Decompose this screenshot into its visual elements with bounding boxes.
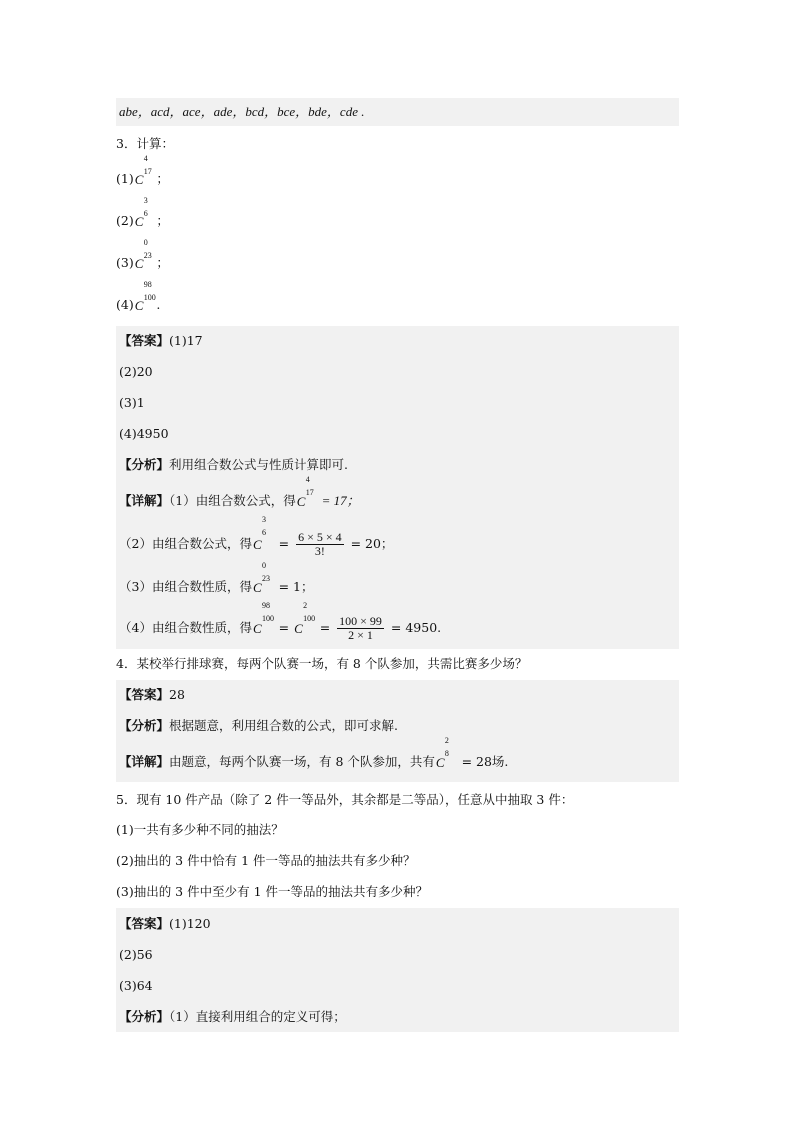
detail-label: 【详解】 — [119, 754, 170, 769]
question-3-item-3: (3)C 0 23 ； — [116, 244, 676, 282]
combinations-text: abe，acd，ace，ade，bcd，bce，bde，cde . — [119, 104, 365, 119]
analysis-label: 【分析】 — [119, 457, 170, 472]
question-4-analysis: 【分析】根据题意，利用组合数的公式，即可求解. — [116, 710, 679, 742]
question-3-answer-2: (2)20 — [116, 356, 679, 387]
detail-label: 【详解】 — [119, 493, 170, 508]
question-3-item-4: (4)C 98 100 . — [116, 286, 676, 324]
item-prefix: (4) — [116, 297, 134, 312]
combination-symbol: C 4 17 — [296, 474, 314, 509]
answer-label: 【答案】 — [119, 333, 170, 348]
item-prefix: (3) — [116, 255, 134, 270]
question-3-answer-3: (3)1 — [116, 387, 679, 418]
question-3-detail-3: （3）由组合数性质，得C 0 23 = 1； — [116, 567, 679, 607]
combination-symbol: C 4 17 — [134, 153, 152, 187]
combination-symbol: C 98 100 — [134, 279, 156, 313]
combination-symbol: C 0 23 — [134, 237, 152, 271]
analysis-label: 【分析】 — [119, 718, 170, 733]
combination-symbol: C 2 100 — [294, 600, 316, 636]
combination-symbol: C 0 23 — [252, 560, 270, 595]
question-3-detail-4: （4）由组合数性质，得C 98 100 = C 2 100 = $\frac{100 \times 99}{2 \times 1}$ = 4950. — [116, 607, 679, 649]
combination-symbol: C 3 6 — [252, 514, 266, 552]
question-3-item-2: (2)C 3 6 ； — [116, 202, 676, 240]
question-5-answer-2: (2)56 — [116, 939, 679, 970]
question-4-detail: 【详解】由题意，每两个队赛一场，有 8 个队参加，共有C 2 8 = 28场. — [116, 742, 679, 782]
question-3-answer: 【答案】(1)17 — [116, 326, 679, 356]
item-prefix: (2) — [116, 213, 134, 228]
question-5-sub-1: (1)一共有多少种不同的抽法？ — [116, 822, 284, 837]
question-4-answer: 【答案】28 — [116, 680, 679, 710]
question-5-answer: 【答案】(1)120 — [116, 908, 679, 939]
question-3-title: 3．计算： — [116, 136, 174, 151]
question-5-answer-3: (3)64 — [116, 970, 679, 1001]
fraction: $\frac{100 \times 99}{2 \times 1}$ — [339, 614, 382, 642]
item-prefix: (1) — [116, 171, 134, 186]
answer-label: 【答案】 — [119, 687, 170, 702]
question-5-sub-3: (3)抽出的 3 件中至少有 1 件一等品的抽法共有多少种？ — [116, 884, 429, 899]
question-4-title: 4．某校举行排球赛，每两个队赛一场，有 8 个队参加，共需比赛多少场？ — [116, 656, 528, 671]
fraction: $\frac{6 \times 5 \times 4}{3!}$ — [298, 530, 342, 558]
answer-label: 【答案】 — [119, 916, 170, 931]
question-3-analysis: 【分析】利用组合数公式与性质计算即可. — [116, 449, 679, 481]
combination-symbol: C 98 100 — [252, 600, 274, 636]
analysis-label: 【分析】 — [119, 1009, 170, 1024]
question-3-detail-2: （2）由组合数公式，得C 3 6 = $\frac{6 \times 5 \times 4}{3!}$ = 20； — [116, 521, 679, 567]
question-5-title: 5．现有 10 件产品（除了 2 件一等品外，其余都是二等品），任意从中抽取 3 件： — [116, 792, 574, 807]
combination-symbol: C 2 8 — [435, 735, 449, 770]
question-5-sub-2: (2)抽出的 3 件中恰有 1 件一等品的抽法共有多少种？ — [116, 853, 416, 868]
question-3-item-1: (1)C 4 17 ； — [116, 160, 676, 198]
combination-symbol: C 3 6 — [134, 195, 148, 229]
question-3-detail-1: 【详解】（1）由组合数公式，得C 4 17 = 17； — [116, 481, 679, 521]
question-5-analysis: 【分析】（1）直接利用组合的定义可得； — [116, 1001, 679, 1032]
combinations-list — [116, 98, 679, 126]
question-3-answer-4: (4)4950 — [116, 418, 679, 449]
